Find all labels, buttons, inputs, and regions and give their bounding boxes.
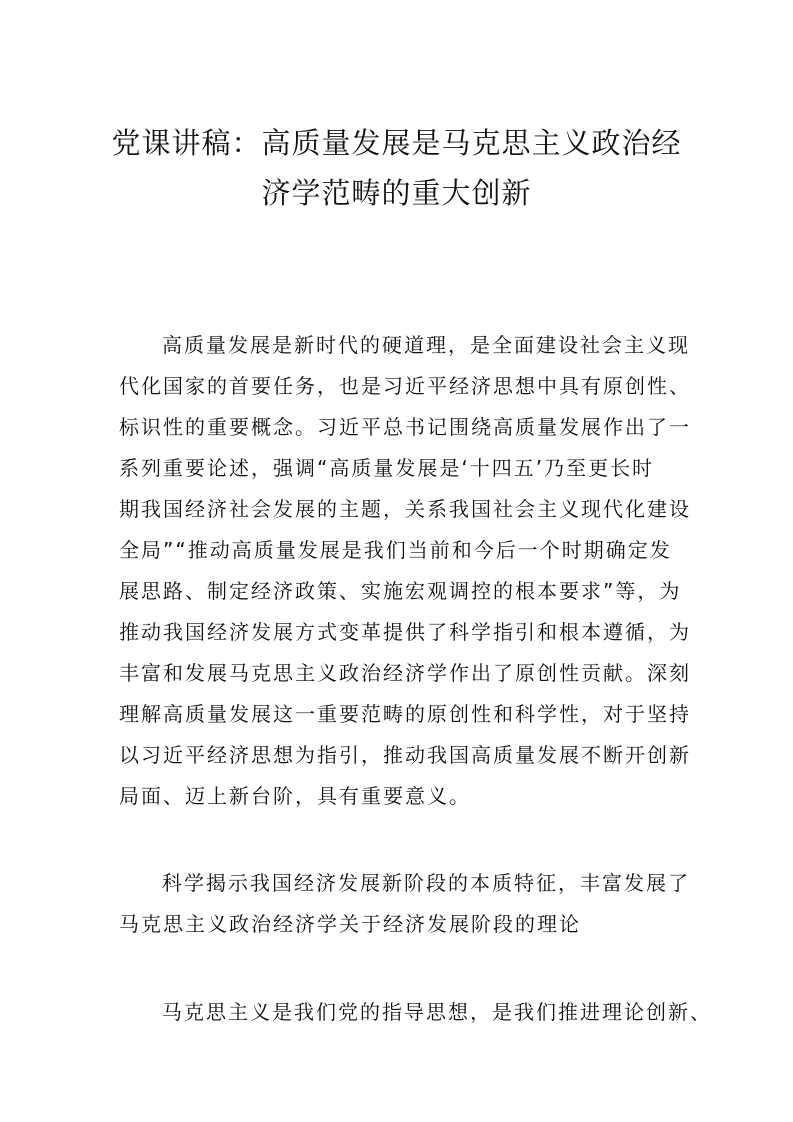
paragraph-line: 局面、迈上新台阶，具有重要意义。 [119, 784, 471, 808]
body-paragraph-intro [119, 325, 691, 817]
paragraph-line: 丰富和发展马克思主义政治经济学作出了原创性贡献。深刻 [119, 661, 691, 685]
title-line: 济学范畴的重大创新 [261, 176, 532, 210]
paragraph-line: 理解高质量发展这一重要范畴的原创性和科学性，对于坚持 [119, 702, 691, 726]
paragraph-line: 系列重要论述，强调“高质量发展是‘十四五’乃至更长时 [119, 456, 655, 480]
paragraph-line: 期我国经济社会发展的主题，关系我国社会主义现代化建设 [119, 497, 691, 521]
paragraph-line: 马克思主义是我们党的指导思想，是我们推进理论创新、 [162, 1000, 712, 1024]
paragraph-line: 推动我国经济发展方式变革提供了科学指引和根本遵循，为 [119, 620, 691, 644]
heading-line: 科学揭示我国经济发展新阶段的本质特征，丰富发展了 [162, 871, 690, 895]
heading-line: 马克思主义政治经济学关于经济发展阶段的理论 [119, 912, 581, 936]
body-paragraph-2 [119, 992, 712, 1033]
paragraph-line: 全局”“推动高质量发展是我们当前和今后一个时期确定发 [119, 538, 672, 562]
paragraph-line: 展思路、制定经济政策、实施宏观调控的根本要求”等，为 [119, 579, 682, 603]
document-title [100, 118, 693, 218]
title-line: 党课讲稿：高质量发展是马克思主义政治经 [111, 126, 682, 160]
paragraph-line: 标识性的重要概念。习近平总书记围绕高质量发展作出了一 [119, 415, 691, 439]
section-heading [119, 863, 691, 945]
paragraph-line: 高质量发展是新时代的硬道理，是全面建设社会主义现 [162, 333, 690, 357]
paragraph-line: 代化国家的首要任务，也是习近平经济思想中具有原创性、 [119, 374, 691, 398]
paragraph-line: 以习近平经济思想为指引，推动我国高质量发展不断开创新 [119, 743, 691, 767]
